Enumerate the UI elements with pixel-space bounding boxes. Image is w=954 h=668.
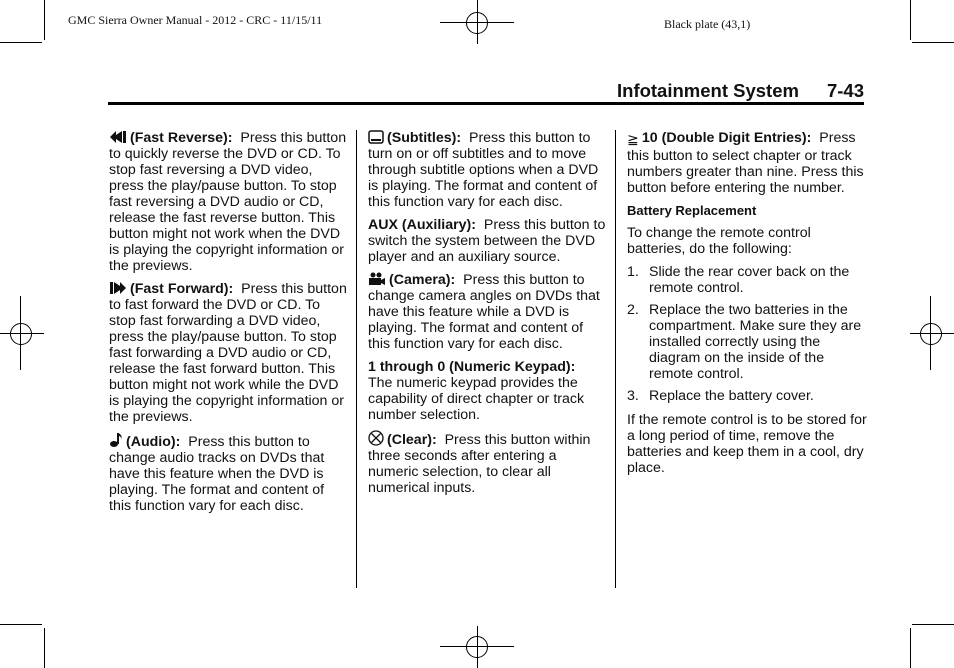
- fast-reverse-text: Press this button to quickly reverse the DVD or CD. To stop fast reversing a DVD video, press the play/pause button. To stop fast reversing a DVD audio or CD, release the fast reverse button. This button might not work when the DVD is playing the copyright information or the previews.: [109, 130, 347, 274]
- numeric-keypad-entry: [368, 359, 608, 423]
- clear-term: (Clear):: [387, 432, 437, 448]
- list-item: [627, 388, 867, 404]
- crop-mark: [910, 628, 911, 668]
- column-divider: [615, 130, 616, 588]
- camera-icon: [368, 272, 386, 286]
- double-digit-entry: [627, 130, 867, 196]
- double-digit-icon: ≧: [627, 132, 639, 148]
- column-2: [368, 130, 608, 503]
- crop-mark: [0, 624, 42, 625]
- crop-mark: [0, 42, 42, 43]
- aux-term: AUX (Auxiliary):: [368, 217, 476, 233]
- audio-term: (Audio):: [126, 434, 181, 450]
- fast-forward-icon: [109, 281, 127, 295]
- fast-forward-entry: [109, 281, 347, 425]
- page-number: 7-43: [826, 80, 864, 101]
- battery-replacement-heading: Battery Replacement: [627, 203, 757, 218]
- step-text: Replace the two batteries in the compartment. Make sure they are installed correctly using the diagram on the inside of the remote control.: [649, 302, 862, 382]
- camera-term: (Camera):: [389, 272, 456, 288]
- numeric-keypad-term: 1 through 0 (Numeric Keypad):: [368, 359, 576, 375]
- column-divider: [356, 130, 357, 588]
- step-text: Slide the rear cover back on the remote control.: [649, 264, 850, 296]
- header-rule: [108, 102, 864, 105]
- registration-mark-left: [0, 296, 44, 370]
- crop-mark: [912, 624, 954, 625]
- storage-note: If the remote control is to be stored for a long period of time, remove the batteries and keep them in a cool, dry place.: [627, 412, 867, 476]
- step-number: 3.: [627, 388, 639, 404]
- subtitles-icon: [368, 130, 384, 144]
- registration-mark-bottom: [440, 622, 514, 668]
- camera-entry: [368, 272, 608, 352]
- double-digit-text: Press this button to select chapter or track numbers greater than nine. Press this button before entering the number.: [627, 130, 864, 196]
- document-info: GMC Sierra Owner Manual - 2012 - CRC - 11/15/11: [68, 13, 323, 27]
- battery-intro: To change the remote control batteries, do the following:: [627, 225, 811, 257]
- clear-entry: [368, 430, 608, 496]
- fast-forward-text: Press this button to fast forward the DVD or CD. To stop fast forwarding a DVD video, press the play/pause button. To stop fast forwarding a DVD audio or CD, release the fast forward button. This button might not work while the DVD is playing the copyright information or the previews.: [109, 281, 347, 425]
- double-digit-term: 10 (Double Digit Entries):: [641, 130, 812, 146]
- fast-forward-term: (Fast Forward):: [130, 281, 234, 297]
- fast-reverse-term: (Fast Reverse):: [130, 130, 233, 146]
- registration-mark-top: [440, 0, 514, 48]
- subtitles-entry: [368, 130, 608, 210]
- aux-entry: [368, 217, 608, 265]
- step-text: Replace the battery cover.: [649, 388, 814, 404]
- section-title: Infotainment System: [617, 80, 799, 101]
- list-item: [627, 264, 867, 296]
- subtitles-term: (Subtitles):: [387, 130, 462, 146]
- column-3: [627, 130, 867, 483]
- music-note-icon: [109, 432, 123, 448]
- column-1: [109, 130, 347, 521]
- audio-entry: [109, 432, 347, 514]
- fast-reverse-entry: [109, 130, 347, 274]
- audio-text: Press this button to change audio tracks on DVDs that have this feature when the DVD is playing. The format and content of this function vary for each disc.: [109, 434, 325, 514]
- clear-icon: [368, 430, 384, 446]
- step-number: 2.: [627, 302, 639, 318]
- clear-text: Press this button within three seconds after entering a numeric selection, to clear all numerical inputs.: [368, 432, 591, 496]
- crop-mark: [44, 628, 45, 668]
- crop-mark: [910, 0, 911, 40]
- list-item: [627, 302, 867, 382]
- camera-text: Press this button to change camera angles on DVDs that have this feature while a DVD is playing. The format and content of this function vary for each disc.: [368, 272, 600, 352]
- numeric-keypad-text: The numeric keypad provides the capability of direct chapter or track number selection.: [368, 375, 585, 423]
- subtitles-text: Press this button to turn on or off subtitles and to move through subtitle options when a DVD is playing. The format and content of this function vary for each disc.: [368, 130, 599, 210]
- crop-mark: [912, 42, 954, 43]
- step-number: 1.: [627, 264, 639, 280]
- plate-info: Black plate (43,1): [664, 17, 751, 31]
- registration-mark-right: [910, 296, 954, 370]
- battery-steps: [627, 264, 867, 404]
- crop-mark: [44, 0, 45, 40]
- fast-reverse-icon: [109, 130, 127, 144]
- aux-text: Press this button to switch the system between the DVD player and an auxiliary source.: [368, 217, 606, 265]
